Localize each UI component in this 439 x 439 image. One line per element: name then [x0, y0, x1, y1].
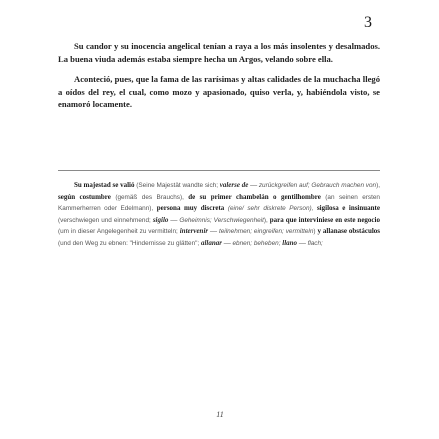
note-segment: valerse de [219, 181, 249, 189]
note-segment: llano [282, 238, 298, 247]
note-segment: para que interviniese en este negocio [269, 215, 380, 224]
note-segment: flach; [307, 239, 323, 247]
note-segment: ), [376, 182, 380, 189]
note-segment: Geheimnis; Verschwiegenheit [179, 216, 264, 224]
note-segment: ) [313, 228, 318, 236]
note-segment: según costumbre [58, 192, 111, 201]
main-paragraph: Aconteció, pues, que la fama de las rarísimas y altas calidades de la muchacha llegó a oídos del rey, el cual, como mozo y apasionado, quiso verla, y, habiéndola visto, se enamoró locamente. [58, 74, 380, 109]
main-text [58, 40, 380, 111]
folio: 11 [216, 410, 224, 419]
note-segment: — [222, 238, 233, 247]
note-segment: — [208, 227, 219, 236]
note-segment: Su majestad se valió [74, 181, 135, 189]
divider [58, 170, 380, 171]
note-segment: (Seine Majestät wandte sich; [134, 182, 220, 189]
note-segment: — [297, 238, 308, 247]
note-segment: zurückgreifen auf; Gebrauch machen von [258, 182, 377, 189]
notes-paragraph [58, 180, 380, 250]
note-segment: ebnen; beheben; [232, 239, 283, 247]
note-segment: sigilo [152, 215, 169, 224]
note-segment: (eine/ sehr diskrete Person), [224, 205, 317, 213]
note-segment: intervenir [179, 227, 209, 236]
note-segment: allanar [200, 238, 222, 247]
note-segment: sigilosa e insinuante [316, 204, 380, 213]
note-segment: de su primer chambelán o gentilhombre [188, 192, 321, 201]
vocabulary-notes [58, 180, 380, 250]
main-paragraph: Su candor y su inocencia angelical tenían a raya a los más insolentes y desalmados. La buena viuda además estaba siempre hecha un Argos, velando sobre ella. [58, 41, 380, 64]
note-segment: ), [263, 216, 270, 224]
note-segment: (gemäß des Brauchs), [110, 193, 189, 201]
page-number: 3 [364, 14, 372, 31]
note-segment: (um in dieser Angelegenheit zu vermitteln; [58, 228, 180, 236]
note-segment: — [248, 181, 259, 189]
note-segment: (und den Weg zu ebnen: "Hindernisse zu glätten"; [58, 239, 201, 247]
note-segment: (verschwiegen und einnehmend; [58, 216, 153, 224]
note-segment: persona muy discreta [156, 204, 225, 213]
note-segment: y allanase obstáculos [317, 227, 381, 236]
note-segment: teilnehmen; eingreifen; vermitteln [218, 228, 314, 236]
note-segment: — [168, 215, 180, 224]
note-segment: (an seinen ersten Kammerherren oder Edelmann), [58, 193, 380, 213]
